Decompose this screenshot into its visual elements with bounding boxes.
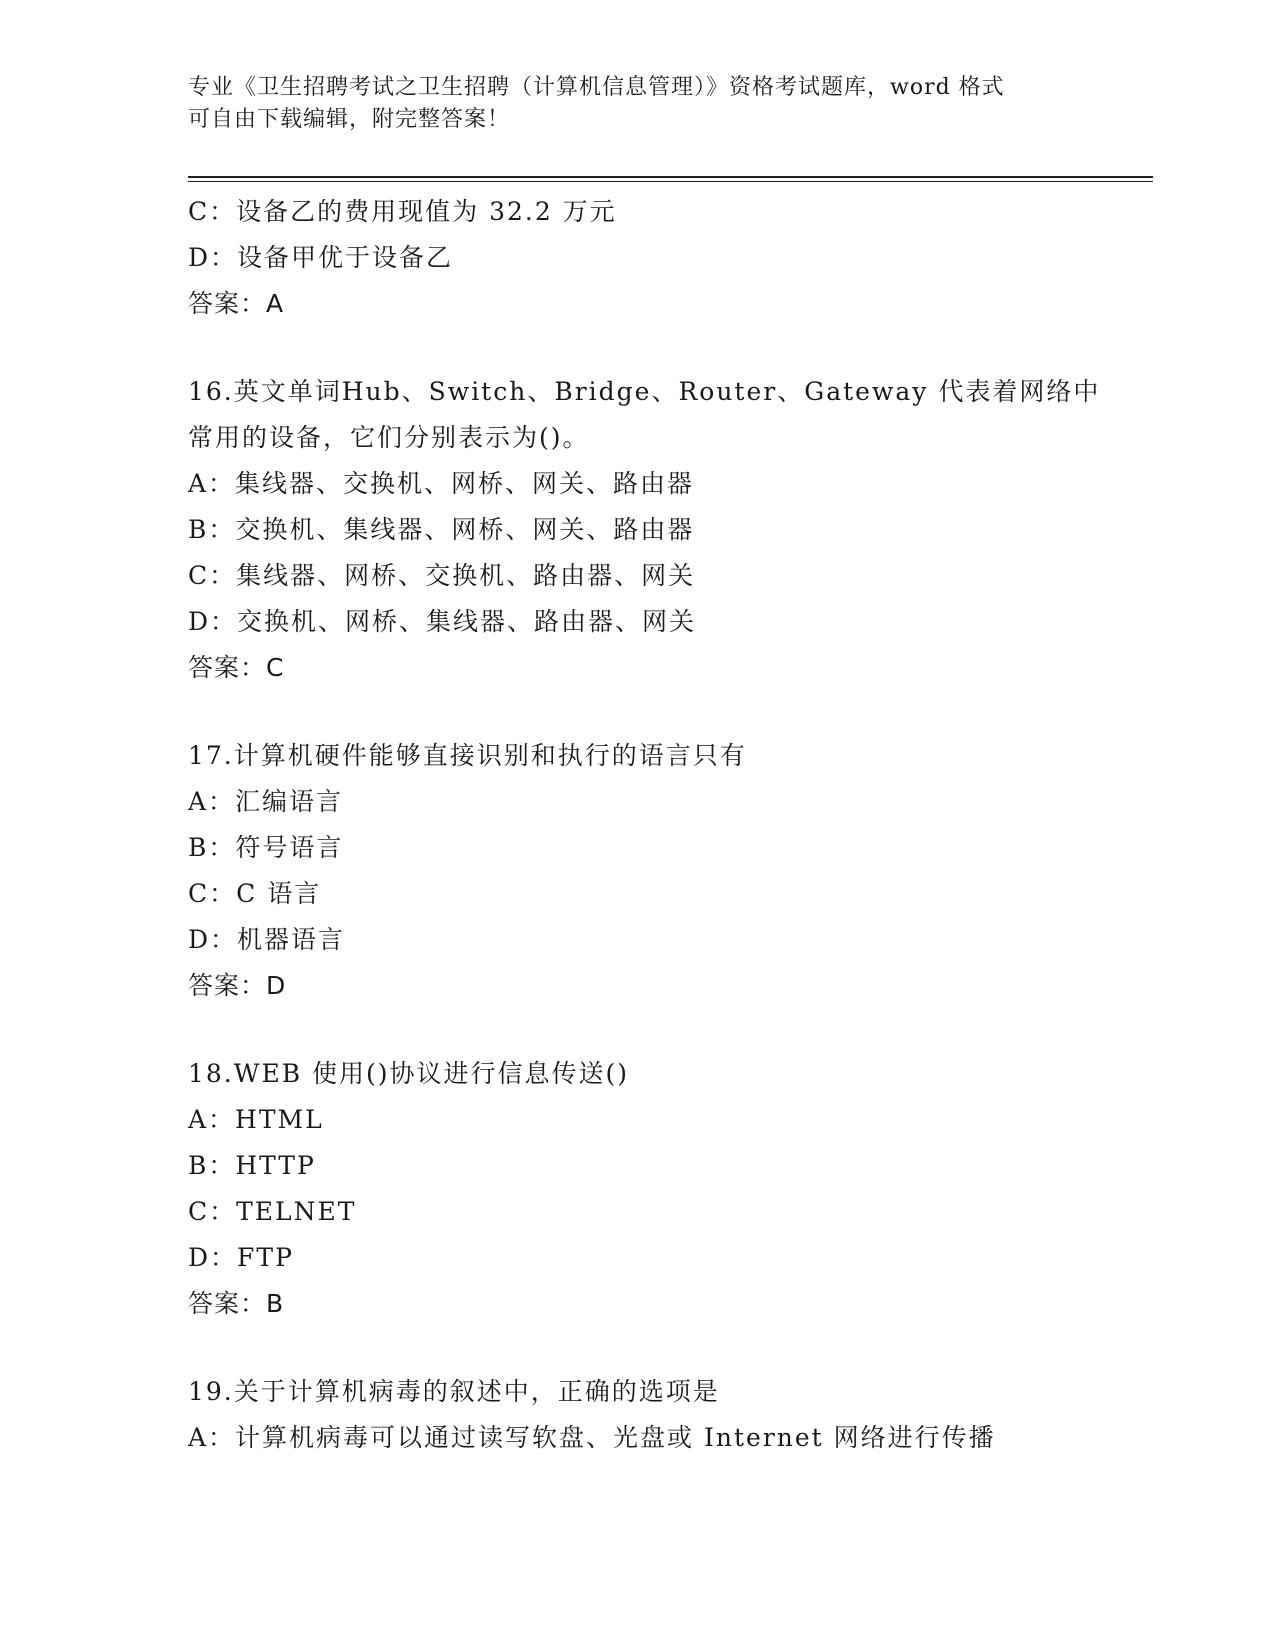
option-c: C：C 语言 <box>188 879 322 908</box>
option-a: A：汇编语言 <box>188 787 344 816</box>
spacer <box>188 1009 1153 1051</box>
header-divider-thick <box>188 176 1153 178</box>
spacer <box>188 691 1153 733</box>
question-stem-line-2: 常用的设备，它们分别表示为()。 <box>188 423 590 452</box>
option-d: D：设备甲优于设备乙 <box>188 243 454 272</box>
question-18 <box>188 1051 1153 1327</box>
option-d: D：机器语言 <box>188 925 346 954</box>
answer: 答案：B <box>188 1289 285 1318</box>
spacer <box>188 1327 1153 1369</box>
answer: 答案：A <box>188 289 285 318</box>
option-a: A：HTML <box>188 1105 324 1134</box>
option-a: A：集线器、交换机、网桥、网关、路由器 <box>188 469 695 498</box>
question-stem-line-1: 16.英文单词Hub、Switch、Bridge、Router、Gateway 代表着网络中 <box>188 377 1101 406</box>
option-c: C：集线器、网桥、交换机、路由器、网关 <box>188 561 696 590</box>
question-15-tail <box>188 189 1153 327</box>
spacer <box>188 327 1153 369</box>
header-line-2: 可自由下载编辑，附完整答案！ <box>188 107 511 132</box>
option-d: D：FTP <box>188 1243 294 1272</box>
question-stem: 19.关于计算机病毒的叙述中，正确的选项是 <box>188 1377 720 1406</box>
header-divider-thin <box>188 181 1153 182</box>
option-a: A：计算机病毒可以通过读写软盘、光盘或 Internet 网络进行传播 <box>188 1423 996 1452</box>
option-c: C：TELNET <box>188 1197 357 1226</box>
answer: 答案：D <box>188 971 287 1000</box>
question-16 <box>188 369 1153 691</box>
option-b: B：符号语言 <box>188 833 344 862</box>
question-17 <box>188 733 1153 1009</box>
option-c: C：设备乙的费用现值为 32.2 万元 <box>188 197 617 226</box>
question-list <box>188 189 1153 1461</box>
answer: 答案：C <box>188 653 285 682</box>
document-header <box>188 72 1088 136</box>
question-stem: 18.WEB 使用()协议进行信息传送() <box>188 1059 630 1088</box>
header-line-1: 专业《卫生招聘考试之卫生招聘（计算机信息管理）》资格考试题库，word 格式 <box>188 75 1005 100</box>
option-b: B：HTTP <box>188 1151 316 1180</box>
question-stem: 17.计算机硬件能够直接识别和执行的语言只有 <box>188 741 747 770</box>
option-d: D：交换机、网桥、集线器、路由器、网关 <box>188 607 697 636</box>
question-19 <box>188 1369 1153 1461</box>
option-b: B：交换机、集线器、网桥、网关、路由器 <box>188 515 695 544</box>
